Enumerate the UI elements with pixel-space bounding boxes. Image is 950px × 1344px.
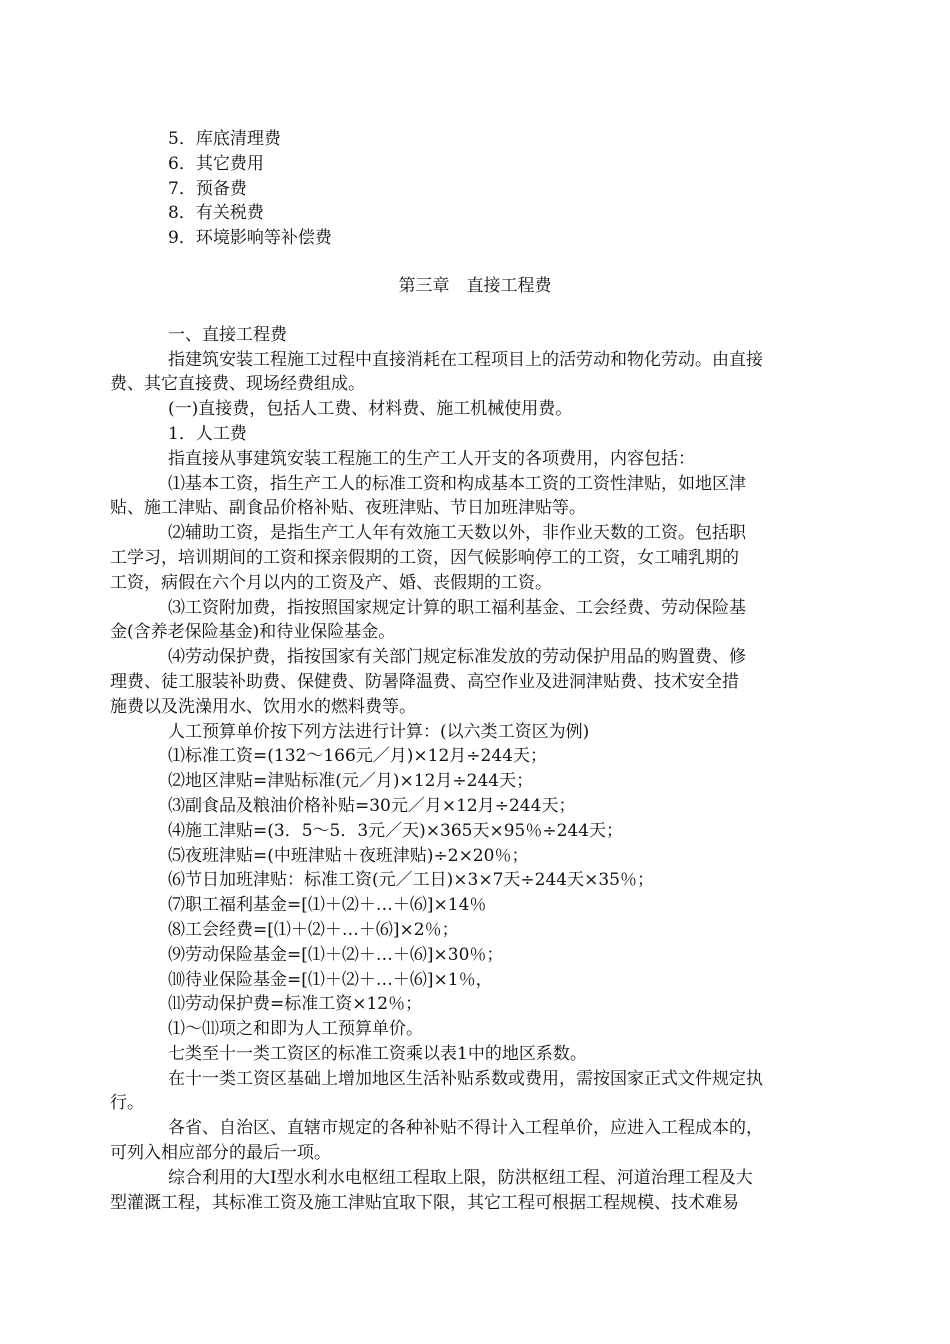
- paragraph: [110, 472, 840, 522]
- paragraph-line: ⑻工会经费=[⑴＋⑵＋…＋⑹]×2％；: [168, 919, 459, 940]
- paragraph-line: 指直接从事建筑安装工程施工的生产工人开支的各项费用，内容包括：: [168, 448, 695, 469]
- paragraph: [110, 1067, 840, 1117]
- paragraph: [110, 596, 840, 646]
- paragraph-line: (一)直接费，包括人工费、材料费、施工机械使用费。: [168, 399, 573, 420]
- paragraph: [110, 992, 840, 1017]
- paragraph: [110, 769, 840, 794]
- paragraph-line: ⑷劳动保护费，指按国家有关部门规定标准发放的劳动保护用品的购置费、修: [168, 647, 746, 668]
- paragraph-line: 型灌溉工程，其标准工资及施工津贴宜取下限，其它工程可根据工程规模、技术难易: [110, 1192, 739, 1213]
- paragraph-line: ⑴基本工资，指生产工人的标准工资和构成基本工资的工资性津贴，如地区津: [168, 473, 746, 494]
- paragraph-line: ⑽待业保险基金=[⑴＋⑵＋…＋⑹]×1％，: [168, 969, 493, 990]
- cost-item-list: [110, 127, 840, 251]
- paragraph: [110, 1042, 840, 1067]
- paragraph: [110, 968, 840, 993]
- paragraph: [110, 794, 840, 819]
- document-body: [110, 127, 840, 1215]
- paragraph-line: ⑶工资附加费，指按照国家规定计算的职工福利基金、工会经费、劳动保险基: [168, 597, 746, 618]
- paragraph-line: ⑼劳动保险基金=[⑴＋⑵＋…＋⑹]×30％；: [168, 944, 504, 965]
- paragraph: [110, 645, 840, 719]
- paragraph-line: 1．人工费: [168, 423, 247, 444]
- paragraph-line: 人工预算单价按下列方法进行计算：(以六类工资区为例): [168, 721, 590, 742]
- paragraph: [110, 918, 840, 943]
- paragraph-container: [110, 323, 840, 1216]
- paragraph: [110, 447, 840, 472]
- paragraph: [110, 1116, 840, 1166]
- paragraph: [110, 348, 840, 398]
- paragraph-line: 工资，病假在六个月以内的工资及产、婚、丧假期的工资。: [110, 572, 552, 593]
- paragraph-line: 指建筑安装工程施工过程中直接消耗在工程项目上的活劳动和物化劳动。由直接: [168, 349, 763, 370]
- paragraph-line: ⑾劳动保护费=标准工资×12％；: [168, 994, 423, 1015]
- paragraph-line: ⑵辅助工资，是指生产工人年有效施工天数以外，非作业天数的工资。包括职: [168, 523, 746, 544]
- paragraph: [110, 819, 840, 844]
- paragraph-line: ⑷施工津贴=(3．5～5．3元／天)×365天×95％÷244天；: [168, 820, 624, 841]
- paragraph-line: ⑴～⑾项之和即为人工预算单价。: [168, 1019, 423, 1040]
- paragraph: [110, 720, 840, 745]
- paragraph-line: 金(含养老保险基金)和待业保险基金。: [110, 622, 396, 643]
- list-item: 6．其它费用: [168, 153, 264, 174]
- paragraph-line: 各省、自治区、直辖市规定的各种补贴不得计入工程单价，应进入工程成本的，: [168, 1118, 763, 1139]
- paragraph-line: ⑸夜班津贴=(中班津贴＋夜班津贴)÷2×20％；: [168, 845, 529, 866]
- paragraph: [110, 397, 840, 422]
- paragraph: [110, 323, 840, 348]
- paragraph-line: 一、直接工程费: [168, 324, 287, 345]
- paragraph: [110, 868, 840, 893]
- paragraph-line: ⑹节日加班津贴：标准工资(元／工日)×3×7天÷244天×35％；: [168, 870, 654, 891]
- paragraph-line: 理费、徒工服装补助费、保健费、防暑降温费、高空作业及进洞津贴费、技术安全措: [110, 671, 739, 692]
- paragraph: [110, 943, 840, 968]
- paragraph-line: 综合利用的大Ⅰ型水利水电枢纽工程取上限，防洪枢纽工程、河道治理工程及大: [168, 1167, 753, 1188]
- paragraph-line: ⑺职工福利基金=[⑴＋⑵＋…＋⑹]×14％: [168, 895, 487, 916]
- list-item: 7．预备费: [168, 178, 247, 199]
- list-item: 9．环境影响等补偿费: [168, 228, 332, 249]
- list-item: 5．库底清理费: [168, 129, 281, 149]
- paragraph: [110, 844, 840, 869]
- chapter-title: 第三章 直接工程费: [398, 275, 552, 296]
- paragraph-line: ⑶副食品及粮油价格补贴=30元／月×12月÷244天；: [168, 795, 576, 816]
- list-item: 8．有关税费: [168, 203, 264, 224]
- paragraph-line: ⑴标准工资=(132～166元／月)×12月÷244天；: [168, 746, 547, 767]
- paragraph: [110, 422, 840, 447]
- paragraph: [110, 744, 840, 769]
- paragraph-line: 七类至十一类工资区的标准工资乘以表1中的地区系数。: [168, 1043, 587, 1064]
- paragraph: [110, 1017, 840, 1042]
- paragraph: [110, 893, 840, 918]
- paragraph: [110, 521, 840, 595]
- paragraph: [110, 1166, 840, 1216]
- paragraph-line: 费、其它直接费、现场经费组成。: [110, 374, 365, 395]
- paragraph-line: 工学习，培训期间的工资和探亲假期的工资，因气候影响停工的工资，女工哺乳期的: [110, 547, 739, 568]
- paragraph-line: 施费以及洗澡用水、饮用水的燃料费等。: [110, 696, 416, 717]
- paragraph-line: ⑵地区津贴=津贴标准(元／月)×12月÷244天；: [168, 771, 534, 792]
- paragraph-line: 在十一类工资区基础上增加地区生活补贴系数或费用，需按国家正式文件规定执: [168, 1068, 763, 1089]
- paragraph-line: 可列入相应部分的最后一项。: [110, 1143, 331, 1164]
- paragraph-line: 贴、施工津贴、副食品价格补贴、夜班津贴、节日加班津贴等。: [110, 498, 586, 519]
- paragraph-line: 行。: [110, 1093, 144, 1114]
